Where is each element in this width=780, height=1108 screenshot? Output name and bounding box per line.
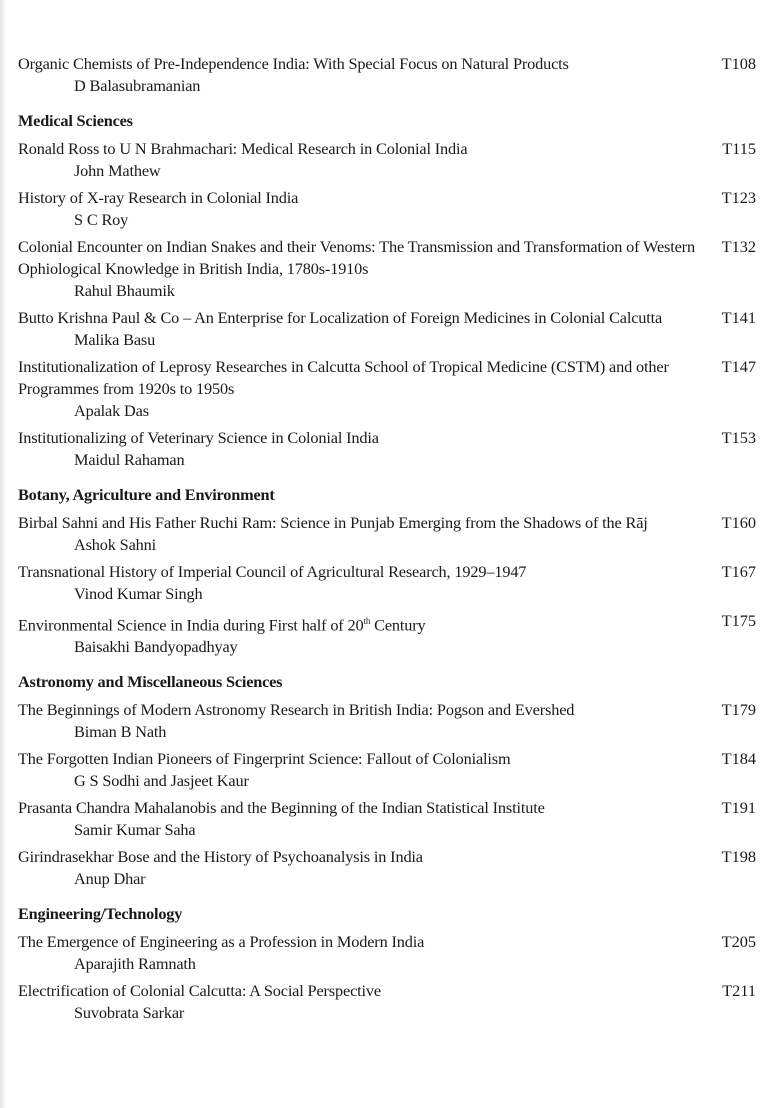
entry-title: The Forgotten Indian Pioneers of Fingerprint Science: Fallout of Colonialism [18, 749, 511, 769]
entry-author: G S Sodhi and Jasjeet Kaur [74, 771, 249, 791]
entry-title: Butto Krishna Paul & Co – An Enterprise for Localization of Foreign Medicines in Colonial Calcutta [18, 308, 663, 327]
entry-author: Ashok Sahni [74, 535, 157, 554]
toc-section [18, 110, 760, 471]
entry-author: Biman B Nath [74, 722, 167, 742]
toc-entry[interactable] [18, 980, 760, 1024]
entry-title: Institutionalization of Leprosy Researches in Calcutta School of Tropical Medicine (CSTM) and other Programmes from 1920s to 1950s [18, 357, 669, 398]
toc-section [18, 53, 760, 97]
entry-page-number: T160 [721, 513, 756, 532]
entry-author: Maidul Rahaman [74, 450, 185, 469]
entry-page-number: T108 [721, 54, 756, 73]
toc-entry[interactable] [18, 356, 760, 422]
entry-author: Anup Dhar [74, 869, 146, 889]
entry-author: Baisakhi Bandyopadhyay [74, 637, 238, 657]
entry-author: S C Roy [74, 210, 129, 229]
entry-page-number: T141 [721, 308, 756, 327]
section-heading: Engineering/Technology [18, 904, 183, 924]
entry-author: Vinod Kumar Singh [74, 584, 203, 603]
entry-page-number: T179 [721, 700, 756, 720]
toc-section [18, 671, 760, 890]
entry-title: Transnational History of Imperial Council of Agricultural Research, 1929–1947 [18, 562, 527, 581]
entry-page-number: T132 [721, 237, 756, 256]
entry-title: The Emergence of Engineering as a Profession in Modern India [18, 932, 425, 952]
toc-entry[interactable] [18, 931, 760, 975]
toc-entry[interactable] [18, 138, 760, 182]
section-heading: Medical Sciences [18, 111, 133, 130]
entry-title: Electrification of Colonial Calcutta: A Social Perspective [18, 981, 381, 1001]
toc-entry[interactable] [18, 797, 760, 841]
entry-author: Samir Kumar Saha [74, 820, 196, 840]
entry-page-number: T153 [721, 428, 756, 447]
entry-page-number: T175 [721, 611, 756, 630]
toc-entry[interactable] [18, 187, 760, 231]
toc-entry[interactable] [18, 748, 760, 792]
entry-page-number: T184 [721, 749, 756, 769]
entry-title: Environmental Science in India during First half of 20th Century [18, 615, 426, 635]
table-of-contents [18, 53, 760, 1029]
entry-title: History of X-ray Research in Colonial India [18, 188, 299, 207]
entry-author: D Balasubramanian [74, 76, 201, 95]
entry-title: The Beginnings of Modern Astronomy Research in British India: Pogson and Evershed [18, 700, 575, 720]
page-edge-shadow [0, 0, 6, 1108]
entry-page-number: T167 [721, 562, 756, 581]
entry-author: Rahul Bhaumik [74, 281, 175, 300]
entry-page-number: T205 [721, 932, 756, 952]
toc-entry[interactable] [18, 512, 760, 556]
entry-title: Organic Chemists of Pre-Independence India: With Special Focus on Natural Products [18, 54, 569, 73]
toc-entry[interactable] [18, 610, 760, 658]
entry-page-number: T123 [721, 188, 756, 207]
entry-title: Ronald Ross to U N Brahmachari: Medical Research in Colonial India [18, 139, 468, 158]
toc-entry[interactable] [18, 427, 760, 471]
toc-entry[interactable] [18, 53, 760, 97]
toc-section [18, 903, 760, 1024]
entry-title: Prasanta Chandra Mahalanobis and the Beginning of the Indian Statistical Institute [18, 798, 545, 818]
toc-entry[interactable] [18, 561, 760, 605]
entry-page-number: T191 [721, 798, 756, 818]
entry-author: Aparajith Ramnath [74, 954, 196, 974]
entry-title: Girindrasekhar Bose and the History of Psychoanalysis in India [18, 847, 423, 867]
toc-entry[interactable] [18, 846, 760, 890]
toc-entry[interactable] [18, 699, 760, 743]
entry-page-number: T198 [721, 847, 756, 867]
entry-author: Malika Basu [74, 330, 156, 349]
toc-entry[interactable] [18, 307, 760, 351]
entry-title: Birbal Sahni and His Father Ruchi Ram: Science in Punjab Emerging from the Shadows of the Rāj [18, 513, 648, 532]
entry-page-number: T211 [722, 981, 756, 1001]
section-heading: Botany, Agriculture and Environment [18, 485, 275, 504]
entry-page-number: T147 [721, 357, 756, 376]
entry-author: Apalak Das [74, 401, 149, 420]
entry-author: John Mathew [74, 161, 161, 180]
section-heading: Astronomy and Miscellaneous Sciences [18, 672, 283, 692]
entry-title: Institutionalizing of Veterinary Science in Colonial India [18, 428, 379, 447]
entry-author: Suvobrata Sarkar [74, 1003, 185, 1023]
toc-entry[interactable] [18, 236, 760, 302]
toc-section [18, 484, 760, 658]
entry-title: Colonial Encounter on Indian Snakes and their Venoms: The Transmission and Transformation of Western Ophiological Knowledge in British India, 1780s-1910s [18, 237, 695, 278]
entry-page-number: T115 [722, 139, 756, 158]
